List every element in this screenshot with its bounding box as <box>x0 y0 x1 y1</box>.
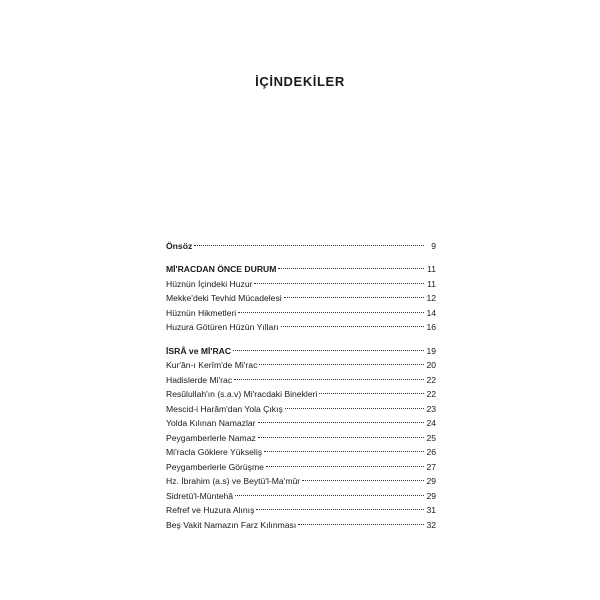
toc-entry-title: Huzura Götüren Hüzün Yılları <box>166 322 279 332</box>
toc-entry-title: Mi'racla Göklere Yükseliş <box>166 447 263 457</box>
toc-entry-page: 12 <box>426 293 436 303</box>
dot-leader <box>264 441 424 456</box>
toc-entry-page: 27 <box>426 461 436 472</box>
toc-entry-title: Mekke'deki Tevhid Mücadelesi <box>166 293 282 303</box>
table-of-contents <box>166 234 436 528</box>
toc-entry-page: 29 <box>426 476 436 486</box>
toc-entry-title: Hz. İbrahim (a.s) ve Beytü'l-Ma'mûr <box>166 476 301 486</box>
toc-entry-title: Hadislerde Mi'rac <box>166 374 233 385</box>
dot-leader <box>266 455 424 470</box>
section-gap <box>166 249 436 258</box>
dot-leader <box>259 354 424 369</box>
dot-leader <box>319 383 424 398</box>
toc-entry-title: Peygamberlerle Namaz <box>166 432 256 443</box>
dot-leader <box>254 272 424 287</box>
toc-entry-title: Refref ve Huzura Alınış <box>166 505 255 515</box>
dot-leader <box>278 258 424 273</box>
toc-entry-title: Hüznün Hikmetleri <box>166 307 237 318</box>
dot-leader <box>238 301 424 316</box>
toc-entry-page: 29 <box>426 490 436 501</box>
toc-entry-onsoz[interactable] <box>166 234 436 249</box>
dot-leader <box>194 234 424 249</box>
toc-entry-page: 19 <box>426 345 436 356</box>
toc-entry-title: Sidretü'l-Müntehâ <box>166 490 234 501</box>
dot-leader <box>234 368 424 383</box>
toc-entry-page: 20 <box>426 360 436 370</box>
toc-section-title: Mİ'RACDAN ÖNCE DURUM <box>166 264 277 274</box>
toc-entry-title: Kur'ân-ı Kerîm'de Mi'rac <box>166 360 258 370</box>
dot-leader <box>258 426 424 441</box>
toc-entry-title: Hüznün İçindeki Huzur <box>166 278 253 289</box>
toc-entry-page: 9 <box>431 240 436 251</box>
toc-entry-title: Yolda Kılınan Namazlar <box>166 418 256 428</box>
toc-entry-page: 16 <box>426 322 436 332</box>
toc-entry-page: 22 <box>426 389 436 399</box>
dot-leader <box>256 499 424 514</box>
dot-leader <box>235 484 424 499</box>
toc-entry-page: 11 <box>427 278 436 289</box>
toc-entry-title: Önsöz <box>166 240 193 251</box>
toc-entry-page: 26 <box>426 447 436 457</box>
toc-entry-title: Peygamberlerle Görüşme <box>166 461 264 472</box>
toc-entry-page: 31 <box>426 505 436 515</box>
toc-entry-page: 14 <box>426 307 436 318</box>
toc-section-miracdan-once-durum[interactable] <box>166 258 436 273</box>
toc-section-isra-ve-mirac[interactable] <box>166 339 436 354</box>
dot-leader <box>302 470 424 485</box>
dot-leader <box>284 287 424 302</box>
toc-entry-page: 11 <box>427 264 436 274</box>
dot-leader <box>298 513 424 528</box>
page-title: İÇİNDEKİLER <box>255 74 345 89</box>
dot-leader <box>281 316 424 331</box>
toc-entry-page: 24 <box>426 418 436 428</box>
toc-entry-page: 25 <box>426 432 436 443</box>
toc-entry-title: Mescid-i Harâm'dan Yola Çıkış <box>166 403 283 414</box>
toc-entry-page: 22 <box>426 374 436 385</box>
dot-leader <box>233 339 424 354</box>
toc-entry-title: Beş Vakit Namazın Farz Kılınması <box>166 519 297 530</box>
toc-entry-page: 32 <box>426 519 436 530</box>
toc-section-title: İSRÂ ve Mİ'RAC <box>166 345 232 356</box>
dot-leader <box>285 397 424 412</box>
dot-leader <box>258 412 425 427</box>
toc-entry-page: 23 <box>426 403 436 414</box>
toc-entry-title: Resûlullah'ın (s.a.v) Mi'racdaki Binekleri <box>166 389 318 399</box>
